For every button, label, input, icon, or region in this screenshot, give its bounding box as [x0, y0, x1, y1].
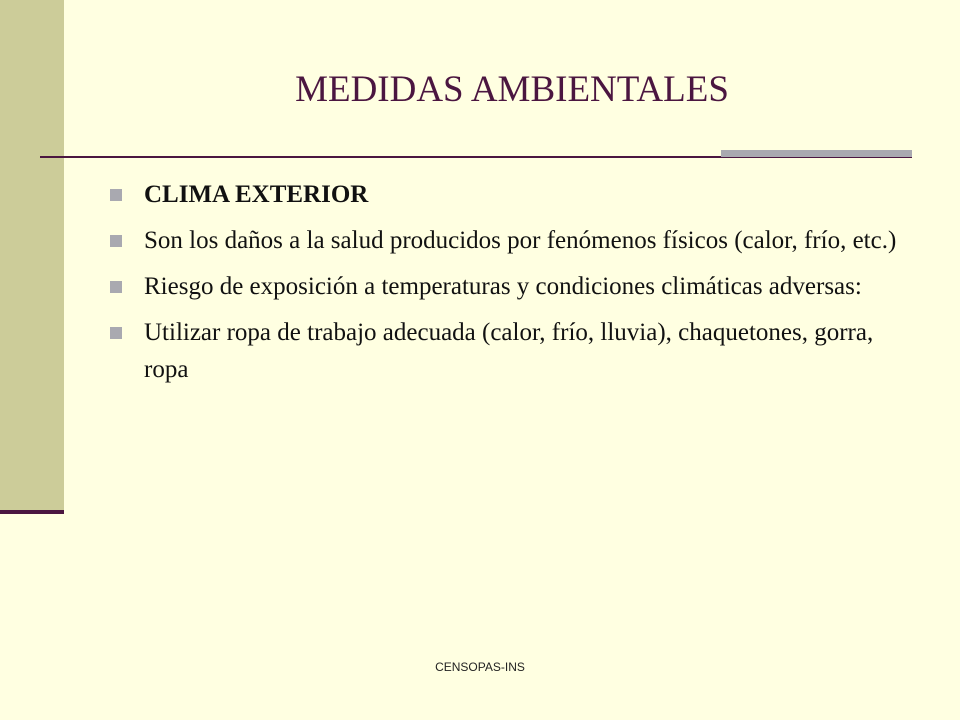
- title-divider-accent: [721, 150, 912, 157]
- bullet-text: CLIMA EXTERIOR: [144, 181, 369, 208]
- bullet-item-riesgo-exposicion: [110, 268, 900, 305]
- bullet-text: Utilizar ropa de trabajo adecuada (calor, frío, lluvia), chaquetones, gorra, ropa: [144, 319, 874, 383]
- bullet-item-ropa-trabajo: [110, 314, 900, 388]
- left-decorative-band: [0, 0, 64, 510]
- bullet-item-danos-salud: [110, 222, 900, 259]
- square-bullet-icon: [110, 281, 122, 293]
- slide-title: MEDIDAS AMBIENTALES: [295, 69, 729, 110]
- bullet-text: Riesgo de exposición a temperaturas y condiciones climáticas adversas:: [144, 273, 862, 300]
- bullet-item-clima-exterior: [110, 176, 900, 213]
- left-band-underline: [0, 510, 64, 514]
- square-bullet-icon: [110, 189, 122, 201]
- slide-footer: CENSOPAS-INS: [435, 660, 525, 674]
- bullet-list: [110, 176, 900, 397]
- square-bullet-icon: [110, 235, 122, 247]
- bullet-text: Son los daños a la salud producidos por fenómenos físicos (calor, frío, etc.): [144, 227, 897, 254]
- square-bullet-icon: [110, 327, 122, 339]
